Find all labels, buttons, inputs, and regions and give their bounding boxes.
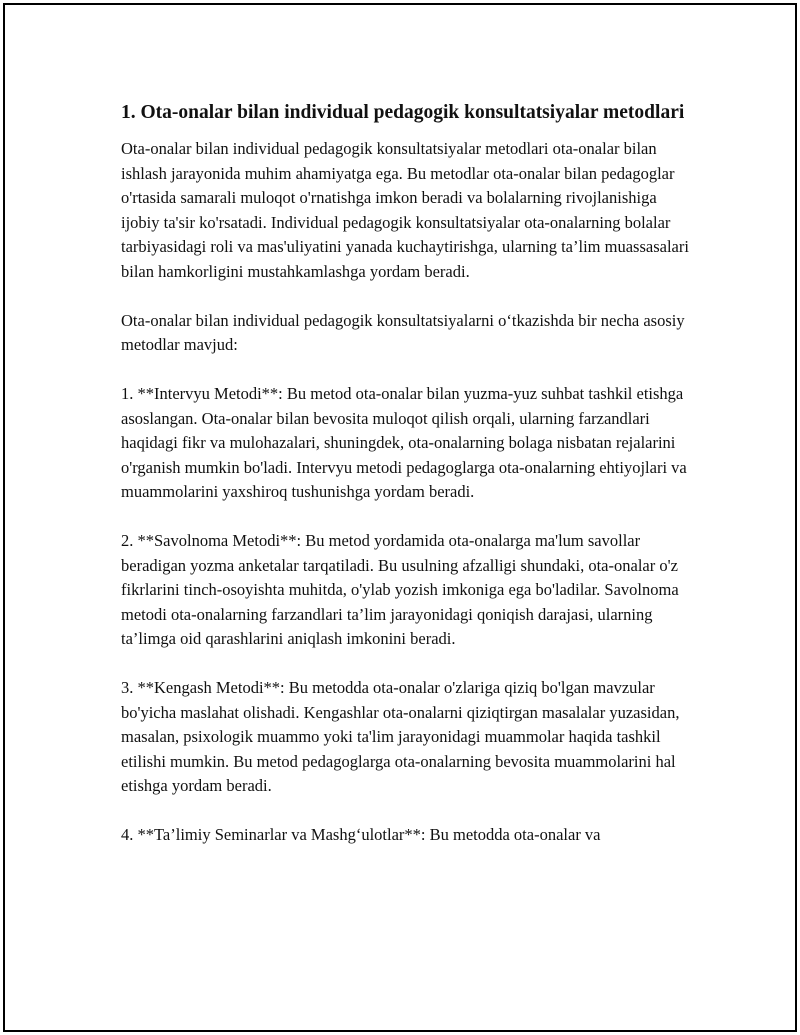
paragraph-intro: Ota-onalar bilan individual pedagogik konsultatsiyalar metodlari ota-onalar bilan ishlash jarayonida muhim ahamiyatga ega. Bu metodlar ota-onalar bilan pedagoglar o'rtasida samarali muloqot o'rnatishga imkon beradi va bolalarning rivojlanishiga ijobiy ta'sir ko'rsatadi. Individual pedagogik konsultatsiyalar ota-onalarning bolalar tarbiyasidagi roli va mas'uliyatini yanada kuchaytirishga, ularning ta’lim muassasalari bilan hamkorligini mustahkamlashga yordam beradi. [121, 139, 689, 281]
paragraph-council-method: 3. **Kengash Metodi**: Bu metodda ota-onalar o'zlariga qiziq bo'lgan mavzular bo'yicha maslahat olishadi. Kengashlar ota-onalarni qiziqtirgan masalalar yuzasidan, masalan, psixologik muammo yoki ta'lim jarayonidagi muammolar haqida tashkil etilishi mumkin. Bu metod pedagoglarga ota-onalarning bevosita muammolarini hal etishga yordam beradi. [121, 678, 680, 795]
section-heading: 1. Ota-onalar bilan individual pedagogik konsultatsiyalar metodlari [121, 102, 685, 123]
paragraph-interview-method: 1. **Intervyu Metodi**: Bu metod ota-onalar bilan yuzma-yuz suhbat tashkil etishga asoslangan. Ota-onalar bilan bevosita muloqot qilish orqali, ularning farzandlari haqidagi fikr va mulohazalari, shuningdek, ota-onalarning bolaga nisbatan rejalarini o'rganish mumkin bo'ladi. Intervyu metodi pedagoglarga ota-onalarning ehtiyojlari va muammolarini yaxshiroq tushunishga yordam beradi. [121, 384, 687, 501]
page-frame [3, 3, 797, 1032]
document-body [121, 98, 691, 872]
paragraph-questionnaire-method: 2. **Savolnoma Metodi**: Bu metod yordamida ota-onalarga ma'lum savollar beradigan yozma anketalar tarqatiladi. Bu usulning afzalligi shundaki, ota-onalar o'z fikrlarini tinch-osoyishta muhitda, o'ylab yozish imkoniga ega bo'ladilar. Savolnoma metodi ota-onalarning farzandlari ta’lim jarayonidagi qoniqish darajasi, ularning ta’limga oid qarashlarini aniqlash imkonini beradi. [121, 531, 679, 648]
paragraph-methods-overview: Ota-onalar bilan individual pedagogik konsultatsiyalarni o‘tkazishda bir necha asosiy metodlar mavjud: [121, 310, 685, 354]
paragraph-seminars-method: 4. **Ta’limiy Seminarlar va Mashg‘ulotlar**: Bu metodda ota-onalar va [121, 825, 601, 844]
